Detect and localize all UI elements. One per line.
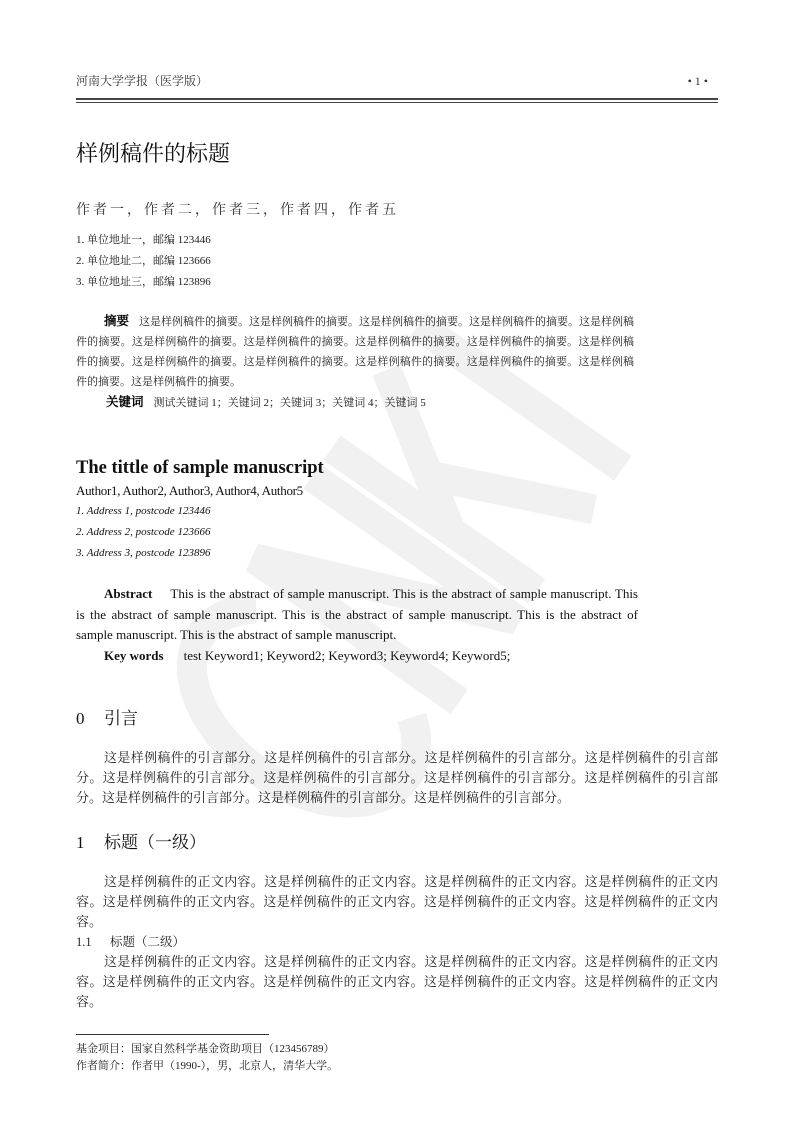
section-number: 1 bbox=[76, 832, 85, 852]
journal-name: 河南大学学报（医学版） bbox=[76, 74, 209, 88]
abstract-text-en: This is the abstract of sample manuscript. This is the abstract of sample manuscript. This is the abstract of sample manuscript. This is the abstract of sample manuscript. This is the abstract of sample manuscript. This is the abstract of sample manuscript. bbox=[76, 586, 638, 642]
affiliation-cn: 3. 单位地址三，邮编 123896 bbox=[76, 276, 211, 288]
subsection-heading bbox=[76, 932, 718, 952]
affiliation-cn: 2. 单位地址二，邮编 123666 bbox=[76, 255, 211, 267]
footnote-author-bio: 作者简介：作者甲（1990-），男，北京人，清华大学。 bbox=[76, 1059, 339, 1072]
affiliation-en: 3. Address 3, postcode 123896 bbox=[76, 547, 211, 559]
title-en: The tittle of sample manuscript bbox=[76, 458, 324, 478]
title-cn: 样例稿件的标题 bbox=[76, 142, 231, 167]
affiliation-en: 2. Address 2, postcode 123666 bbox=[76, 526, 211, 538]
abstract-label-en: Abstract bbox=[104, 586, 153, 601]
footnote-funding: 基金项目：国家自然科学基金资助项目（123456789） bbox=[76, 1042, 335, 1055]
affiliation-cn: 1. 单位地址一，邮编 123446 bbox=[76, 234, 211, 246]
keywords-en bbox=[76, 646, 718, 666]
keywords-text-en: test Keyword1; Keyword2; Keyword3; Keyword4; Keyword5; bbox=[183, 647, 511, 663]
affiliation-en: 1. Address 1, postcode 123446 bbox=[76, 505, 211, 517]
section-number: 0 bbox=[76, 708, 85, 728]
section-heading bbox=[76, 706, 718, 732]
subsection-title: 标题（二级） bbox=[110, 934, 186, 949]
abstract-cn bbox=[76, 311, 634, 392]
authors-cn: 作者一，作者二，作者三，作者四，作者五 bbox=[76, 203, 399, 218]
abstract-label-cn: 摘要 bbox=[104, 313, 130, 328]
keywords-label-cn: 关键词 bbox=[106, 394, 144, 409]
footnote-rule bbox=[76, 1034, 269, 1035]
section-paragraph: 这是样例稿件的引言部分。这是样例稿件的引言部分。这是样例稿件的引言部分。这是样例稿件的引言部分。这是样例稿件的引言部分。这是样例稿件的引言部分。这是样例稿件的引言部分。这是样例稿件的引言部分。这是样例稿件的引言部分。这是样例稿件的引言部分。这是样例稿件的引言部分。 bbox=[76, 749, 718, 805]
section-heading bbox=[76, 830, 718, 856]
section-paragraph: 这是样例稿件的正文内容。这是样例稿件的正文内容。这是样例稿件的正文内容。这是样例稿件的正文内容。这是样例稿件的正文内容。这是样例稿件的正文内容。这是样例稿件的正文内容。这是样例稿件的正文内容。 bbox=[76, 873, 718, 929]
keywords-label-en: Key words bbox=[104, 647, 164, 663]
header-rule-thin bbox=[76, 102, 718, 103]
section-title: 标题（一级） bbox=[104, 832, 206, 852]
subsection-paragraph: 这是样例稿件的正文内容。这是样例稿件的正文内容。这是样例稿件的正文内容。这是样例稿件的正文内容。这是样例稿件的正文内容。这是样例稿件的正文内容。这是样例稿件的正文内容。这是样例稿件的正文内容。 bbox=[76, 953, 718, 1009]
running-header bbox=[76, 74, 718, 88]
header-rule bbox=[76, 98, 718, 100]
paper-page bbox=[76, 140, 718, 1075]
abstract-en bbox=[76, 584, 638, 646]
authors-en: Author1, Author2, Author3, Author4, Author5 bbox=[76, 483, 303, 498]
subsection-number: 1.1 bbox=[76, 934, 92, 949]
keywords-text-cn: 测试关键词 1；关键词 2；关键词 3；关键词 4；关键词 5 bbox=[153, 397, 426, 409]
section-title: 引言 bbox=[104, 708, 138, 728]
page-number: • 1 • bbox=[687, 74, 708, 88]
abstract-text-cn: 这是样例稿件的摘要。这是样例稿件的摘要。这是样例稿件的摘要。这是样例稿件的摘要。这是样例稿件的摘要。这是样例稿件的摘要。这是样例稿件的摘要。这是样例稿件的摘要。这是样例稿件的摘要。这是样例稿件的摘要。这是样例稿件的摘要。这是样例稿件的摘要。这是样例稿件的摘要。这是样例稿件的摘要。这是样例稿件的摘要。这是样例稿件的摘要。 bbox=[76, 316, 635, 388]
keywords-cn bbox=[76, 392, 718, 413]
